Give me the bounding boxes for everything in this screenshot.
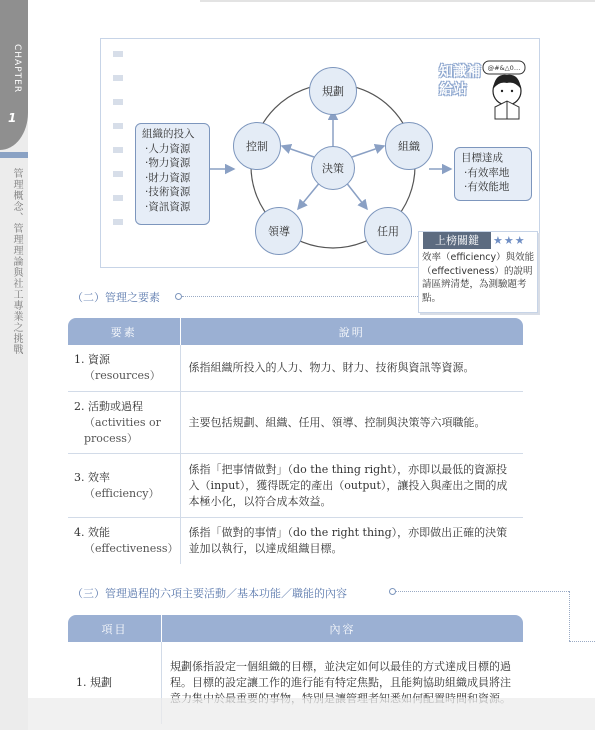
leader-line [569, 641, 595, 642]
table-row [68, 392, 523, 454]
node-staffing: 任用 [364, 207, 412, 255]
node-controlling: 控制 [233, 122, 281, 170]
knowledge-station [439, 59, 531, 121]
management-elements-table [68, 318, 523, 564]
element-description: 係指「做對的事情」（do the right thing），亦即做出正確的決策並加以執行，以達成組織目標。 [180, 518, 523, 564]
element-name: 4. 效能 [74, 526, 110, 539]
element-description: 係指「把事情做對」（do the thing right），亦即以最低的資源投入（input），獲得既定的產出（output），讓投入與產出之間的成本極小化，以符合成本效益。 [180, 454, 523, 518]
node-organizing: 組織 [385, 122, 433, 170]
leader-line [396, 591, 569, 592]
input-item: 物力資源 [148, 157, 191, 169]
table-header-row [68, 615, 523, 642]
leader-dot-icon [389, 588, 396, 595]
input-item: 資訊資源 [148, 200, 191, 213]
chapter-sidebar [0, 0, 28, 730]
organization-inputs-box: 組織的投入 ‧人力資源 ‧物力資源 ‧財力資源 ‧技術資源 ‧資訊資源 [135, 123, 210, 225]
outputs-title: 目標達成 [461, 152, 503, 164]
chapter-word: CHAPTER [12, 44, 22, 94]
star-rating-icon: ★★★ [493, 234, 526, 247]
leader-line [182, 296, 418, 297]
element-name: 3. 效率 [74, 470, 110, 484]
knowledge-station-label: 知識補給站 [439, 64, 481, 98]
section-heading: （三）管理過程的六項主要活動／基本功能／職能的內容 [72, 587, 347, 600]
top-rule [200, 0, 595, 2]
table-row [68, 345, 523, 392]
leader-dot-icon [175, 293, 182, 300]
chapter-tab [0, 0, 28, 150]
function-description: 規劃係指設定一個組織的目標，並決定如何以最佳的方式達成目標的過程。目標的設定讓工作的進行能有特定焦點，且能夠協助組織成員將注 [161, 642, 523, 724]
goal-achievement-box: 目標達成 ‧有效率地 ‧有效能地 [454, 147, 532, 201]
page-bottom-shade [0, 698, 595, 730]
element-name: 1. 資源 [74, 353, 110, 366]
element-description: 係指組織所投入的人力、物力、財力、技術與資訊等資源。 [180, 345, 523, 392]
column-header: 項目 [68, 615, 161, 642]
table-row [68, 454, 523, 518]
sidebar-divider [0, 152, 28, 158]
table-row [68, 518, 523, 564]
ranking-key-tag: 上榜關鍵 [423, 232, 491, 249]
column-header: 要素 [68, 318, 180, 345]
column-header: 內容 [161, 615, 523, 642]
node-planning: 規劃 [309, 67, 357, 115]
node-leading: 領導 [255, 207, 303, 255]
ranking-key-callout [418, 231, 538, 313]
chapter-number: 1 [8, 111, 17, 125]
speech-bubble-text: @#&△0… [487, 64, 521, 72]
ranking-key-text: 效率（efficiency）與效能（effectiveness）的說明請區辨清楚，為測驗題考點。 [422, 252, 535, 304]
input-item: 人力資源 [148, 142, 191, 155]
function-name: 1. 規劃 [76, 676, 112, 689]
output-item: 有效率地 [467, 166, 510, 179]
element-english: （efficiency） [84, 486, 160, 500]
leader-line [569, 591, 570, 641]
output-item: 有效能地 [467, 181, 510, 193]
input-item: 技術資源 [148, 186, 191, 198]
element-description: 主要包括規劃、組織、任用、領導、控制與決策等六項職能。 [180, 392, 523, 454]
element-english: （activities or process） [84, 415, 161, 445]
section-heading: （二）管理之要素 [72, 291, 160, 304]
inputs-title: 組織的投入 [142, 128, 195, 140]
reading-person-icon [479, 59, 535, 121]
element-english: （effectiveness） [84, 542, 179, 555]
element-name: 2. 活動或過程 [74, 399, 143, 413]
input-item: 財力資源 [148, 171, 191, 184]
chapter-title: 管理概念、管理理論與社工專業之挑戰 [11, 168, 22, 355]
table-header-row [68, 318, 523, 345]
column-header: 說明 [180, 318, 523, 345]
element-english: （resources） [84, 369, 161, 382]
node-decision-making: 決策 [311, 146, 355, 190]
